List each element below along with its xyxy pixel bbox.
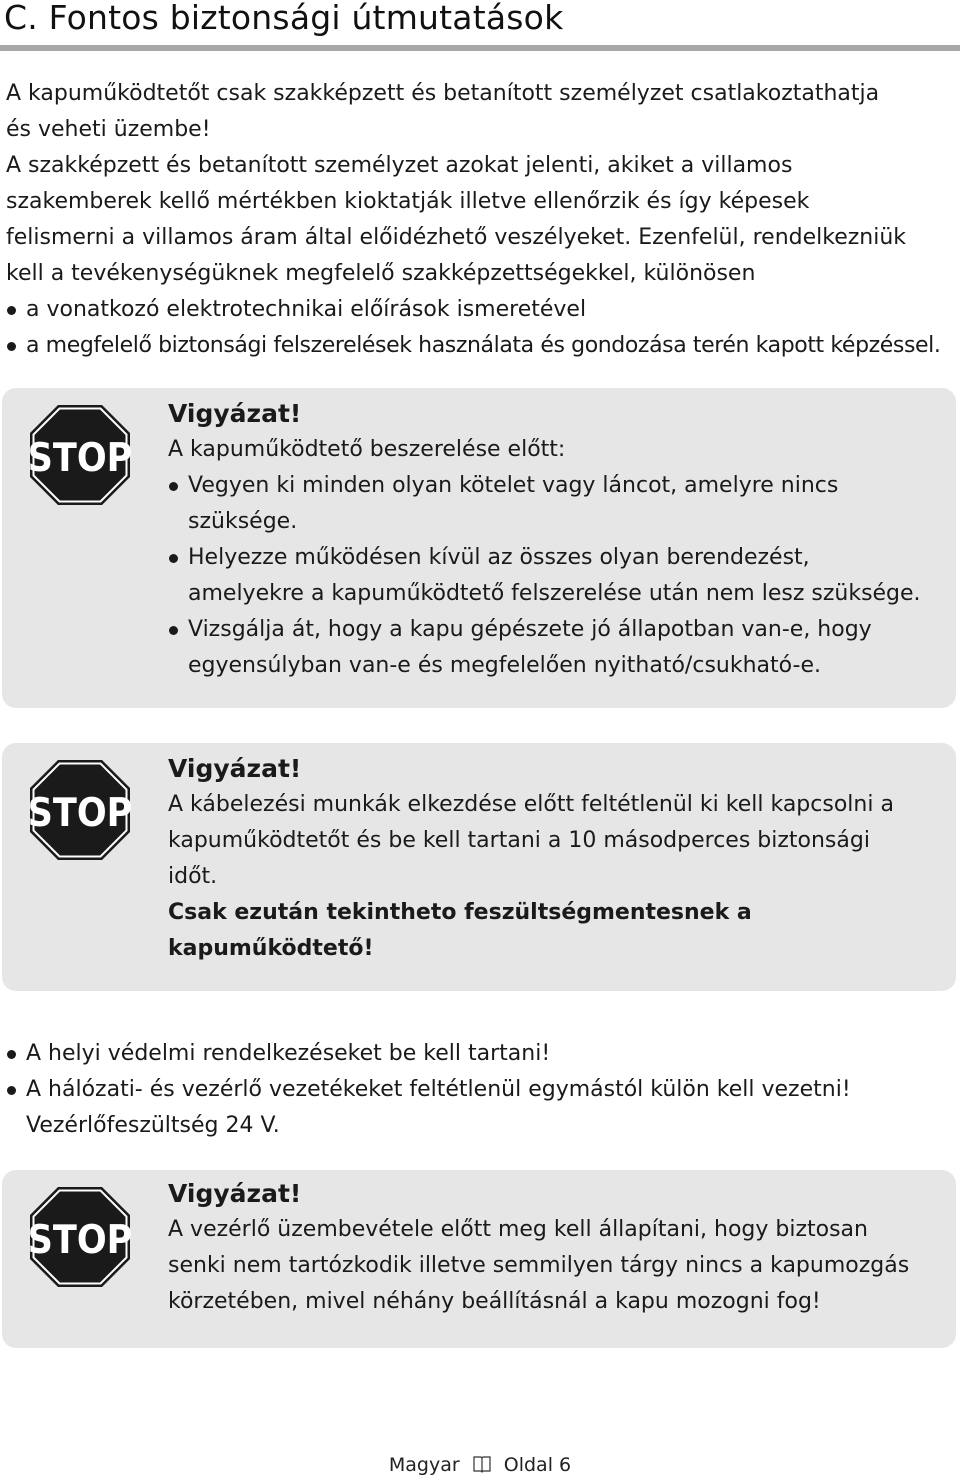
warning-bullet-continuation: egyensúlyban van-e és megfelelően nyitható/csukható-e. <box>188 653 821 678</box>
warning-line: körzetében, mivel néhány beállításnál a kapu mozogni fog! <box>168 1289 821 1314</box>
warning-line: kapuműködtetőt és be kell tartani a 10 másodperces biztonsági <box>168 828 870 853</box>
warning-line: időt. <box>168 864 218 889</box>
intro-line: és veheti üzembe! <box>6 117 211 142</box>
warning-box-1 <box>2 388 956 708</box>
book-icon <box>472 1455 492 1473</box>
warning-bullet: Vizsgálja át, hogy a kapu gépészete jó állapotban van-e, hogy <box>168 612 921 648</box>
warning-box-3 <box>2 1170 956 1348</box>
stop-sign-text: STOP <box>28 791 132 836</box>
title-divider <box>0 45 960 51</box>
warning-3-text <box>168 1176 909 1320</box>
rule-bullet-continuation: Vezérlőfeszültség 24 V. <box>26 1113 280 1138</box>
intro-bullet: a megfelelő biztonsági felszerelések használata és gondozása terén kapott képzéssel. <box>6 328 956 364</box>
footer-page-label: Oldal 6 <box>503 1454 572 1476</box>
warning-bullet: Helyezze működésen kívül az összes olyan berendezést, <box>168 540 921 576</box>
warning-lead: A kapuműködtető beszerelése előtt: <box>168 437 566 462</box>
stop-sign-text: STOP <box>28 1218 132 1263</box>
intro-line: felismerni a villamos áram által előidézhető veszélyeket. Ezenfelül, rendelkezniük <box>6 225 907 250</box>
middle-bullets <box>6 1036 956 1144</box>
warning-line: A kábelezési munkák elkezdése előtt feltétlenül ki kell kapcsolni a <box>168 792 894 817</box>
warning-title: Vigyázat! <box>168 1179 302 1208</box>
warning-bullet: Vegyen ki minden olyan kötelet vagy láncot, amelyre nincs <box>168 468 921 504</box>
intro-paragraph <box>6 76 956 364</box>
page-footer <box>0 1454 960 1476</box>
section-title: C. Fontos biztonsági útmutatások <box>4 0 564 37</box>
intro-line: A kapuműködtetőt csak szakképzett és betanított személyzet csatlakoztathatja <box>6 81 880 106</box>
warning-line: A vezérlő üzembevétele előtt meg kell állapítani, hogy biztosan <box>168 1217 868 1242</box>
warning-1-text <box>168 396 921 684</box>
stop-sign-icon <box>28 1185 132 1289</box>
footer-language: Magyar <box>388 1454 460 1476</box>
stop-sign-icon <box>28 758 132 862</box>
warning-title: Vigyázat! <box>168 399 302 428</box>
rule-bullet: A hálózati- és vezérlő vezetékeket feltétlenül egymástól külön kell vezetni! <box>6 1072 956 1108</box>
warning-bullet-continuation: amelyekre a kapuműködtető felszerelése után nem lesz szüksége. <box>188 581 921 606</box>
rule-bullet: A helyi védelmi rendelkezéseket be kell tartani! <box>6 1036 956 1072</box>
warning-title: Vigyázat! <box>168 754 302 783</box>
stop-sign-text: STOP <box>28 436 132 481</box>
intro-line: A szakképzett és betanított személyzet azokat jelenti, akiket a villamos <box>6 153 793 178</box>
intro-line: szakemberek kellő mértékben kioktatják illetve ellenőrzik és így képesek <box>6 189 810 214</box>
intro-line: kell a tevékenységüknek megfelelő szakképzettségekkel, különösen <box>6 261 756 286</box>
warning-bullet-continuation: szüksége. <box>188 509 298 534</box>
intro-bullet: a vonatkozó elektrotechnikai előírások ismeretével <box>6 292 956 328</box>
stop-sign-icon <box>28 403 132 507</box>
warning-2-text <box>168 751 894 967</box>
warning-line: senki nem tartózkodik illetve semmilyen tárgy nincs a kapumozgás <box>168 1253 910 1278</box>
warning-bold-line: Csak ezután tekintheto feszültségmentesnek a <box>168 900 752 925</box>
warning-box-2 <box>2 743 956 991</box>
warning-bold-line: kapuműködtető! <box>168 936 374 961</box>
